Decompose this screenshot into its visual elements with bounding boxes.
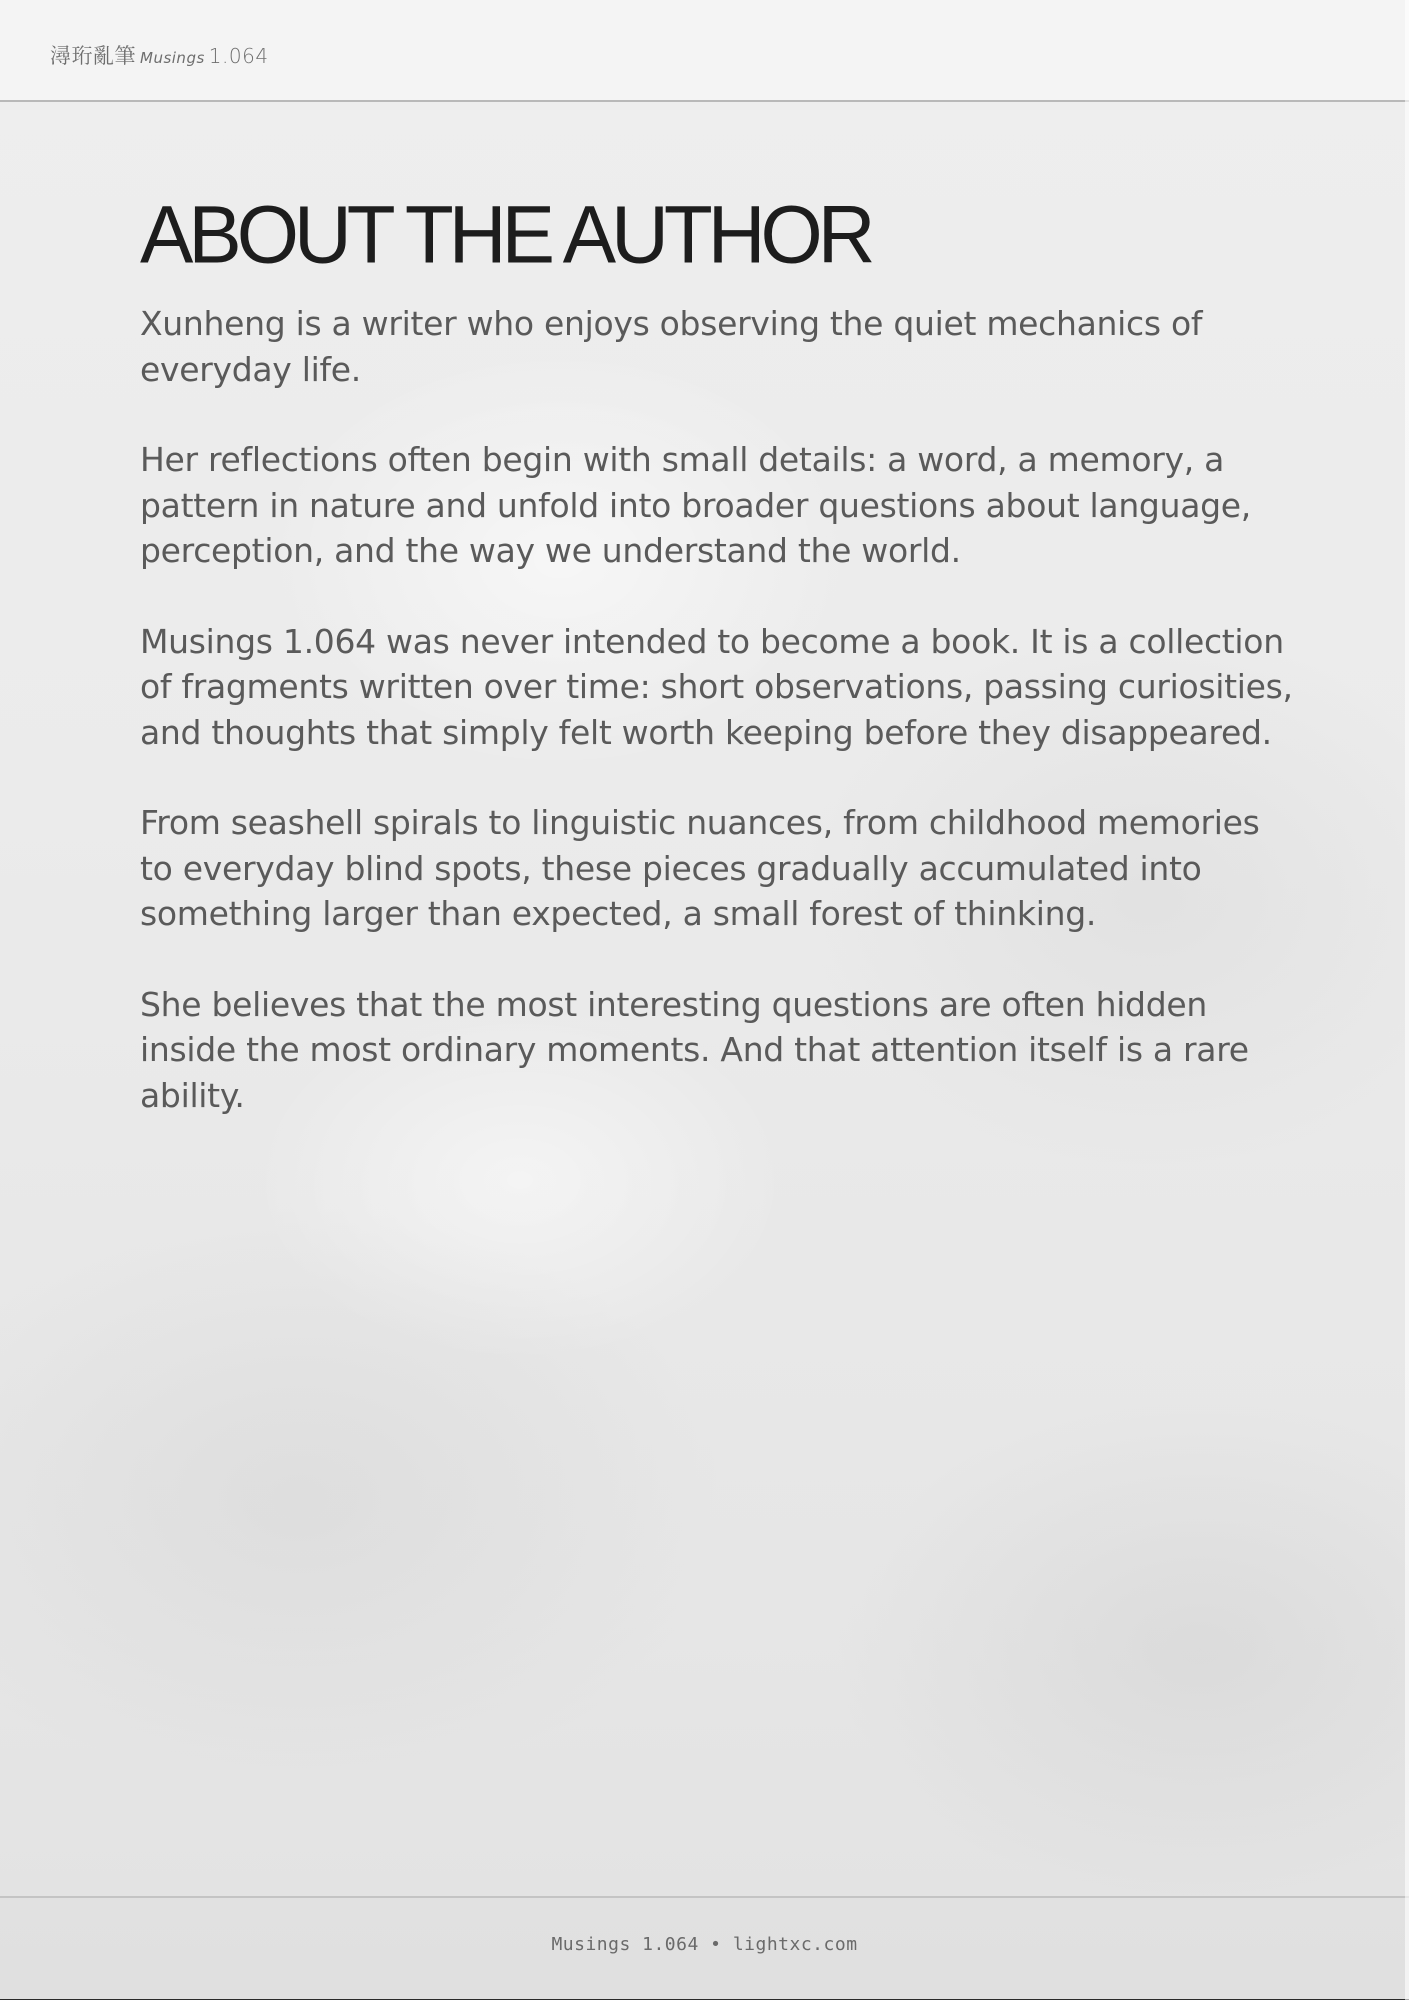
main-content [140, 185, 1300, 1163]
paragraph-1: Xunheng is a writer who enjoys observing the quiet mechanics of everyday life. [140, 304, 1203, 389]
body-text [140, 301, 1300, 1118]
page-title: ABOUT THE AUTHOR [140, 189, 871, 280]
header-title-sub: Musings [140, 49, 205, 67]
header-title-number: 1.064 [208, 44, 269, 68]
paragraph-3: Musings 1.064 was never intended to become a book. It is a collection of fragments written over time: short observations, passing curiosities, and thoughts that simply felt worth keeping before they disappeared. [140, 621, 1293, 752]
page-edge [1405, 0, 1409, 2000]
header-title [50, 40, 269, 70]
header-title-cjk: 潯珩亂筆 [50, 44, 136, 68]
page-footer [0, 1896, 1409, 2000]
page-header [0, 0, 1409, 102]
paragraph-5: She believes that the most interesting questions are often hidden inside the most ordinary moments. And that attention itself is a rare ability. [140, 984, 1249, 1115]
paragraph-2: Her reflections often begin with small details: a word, a memory, a pattern in nature and unfold into broader questions about language, perception, and the way we understand the world. [140, 440, 1251, 570]
footer-text: Musings 1.064 • lightxc.com [551, 1934, 858, 1955]
paragraph-4: From seashell spirals to linguistic nuances, from childhood memories to everyday blind spots, these pieces gradually accumulated into something larger than expected, a small forest of thinking. [140, 803, 1260, 933]
